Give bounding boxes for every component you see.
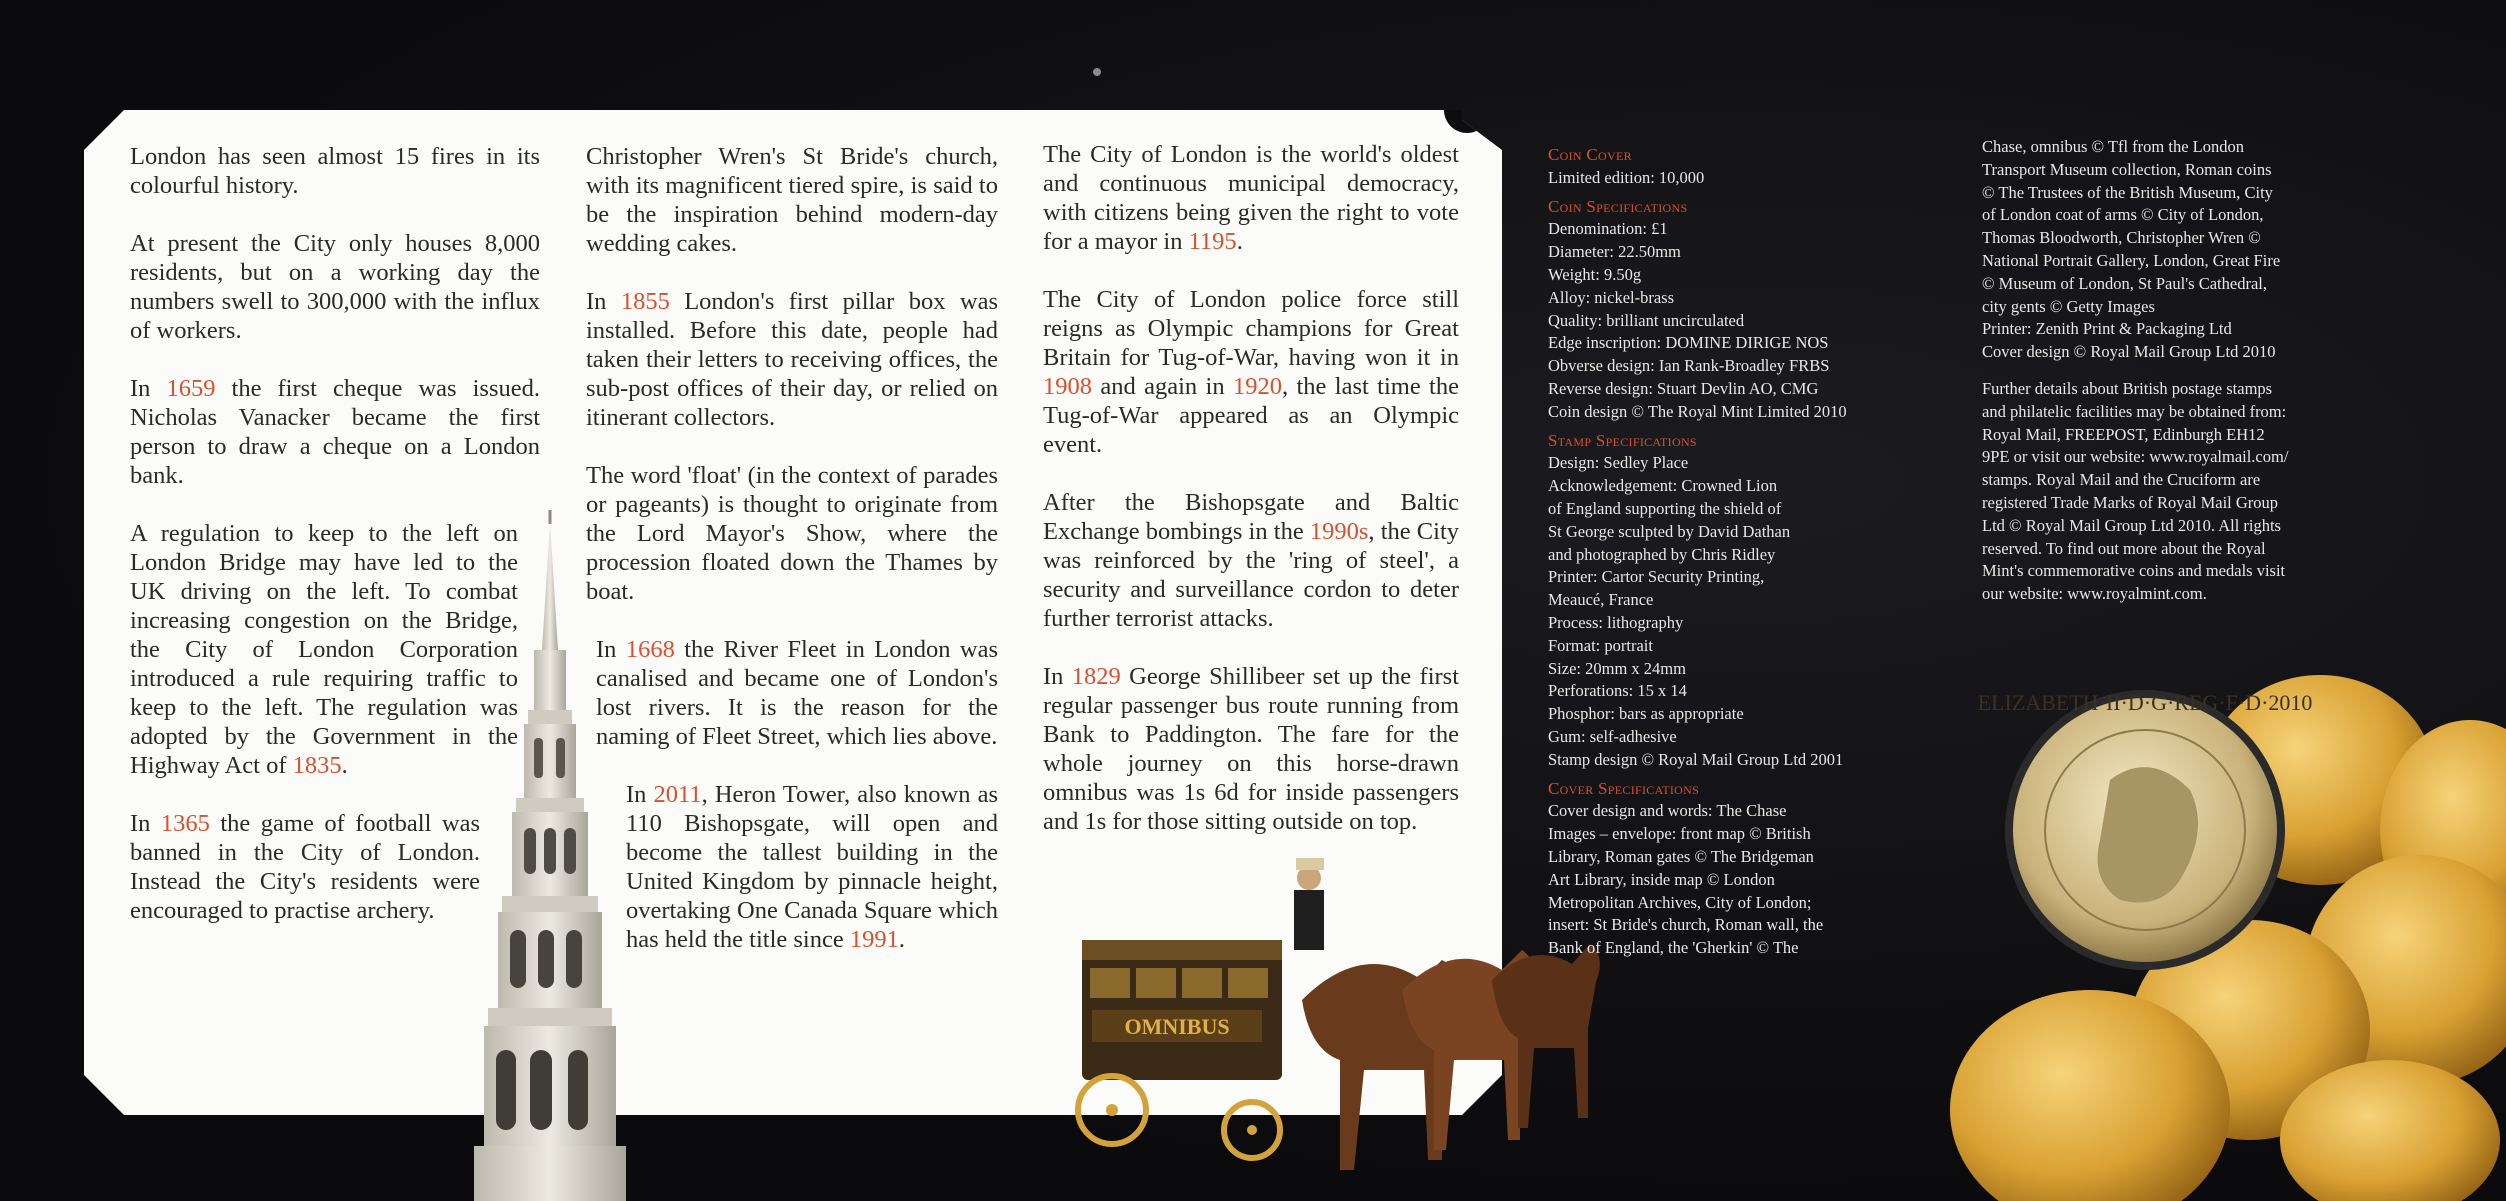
text: and again in xyxy=(1092,373,1233,400)
credit-line: Thomas Bloodworth, Christopher Wren © xyxy=(1982,228,2261,248)
text: , Heron Tower, also known as 110 Bishopsgate, will open and become the tallest building in the United Kingdom by pinnacle height, overtaking One Canada Square which has held the title since xyxy=(626,781,998,953)
spec-line: Art Library, inside map © London xyxy=(1548,869,1775,889)
text: . xyxy=(341,752,348,779)
text: the first cheque was issued. Nicholas Vanacker became the first person to draw a cheque on a London bank. xyxy=(130,375,540,489)
fact-pillar-box xyxy=(586,287,998,432)
detail-line: reserved. To find out more about the Royal xyxy=(1982,538,2266,558)
text: , the last time the Tug-of-War appeared as an Olympic event. xyxy=(1043,373,1459,458)
year-highlight: 1365 xyxy=(160,810,210,837)
spec-line: Size: 20mm x 24mm xyxy=(1548,658,1686,678)
fact-float: The word 'float' (in the context of parades or pageants) is thought to originate from the Lord Mayor's Show, where the procession floated down the Thames by boat. xyxy=(586,462,998,605)
decorative-dot xyxy=(1093,68,1101,76)
spec-line: Acknowledgement: Crowned Lion xyxy=(1548,476,1778,496)
detail-line: stamps. Royal Mail and the Cruciform are xyxy=(1982,470,2261,490)
year-highlight: 1829 xyxy=(1071,663,1121,690)
credit-line: © The Trustees of the British Museum, City xyxy=(1982,182,2273,202)
text: In xyxy=(130,375,167,402)
coin-inscription: ELIZABETH·II·D·G·REG·F·D·2010 xyxy=(1977,690,2313,715)
spec-line: Limited edition: 10,000 xyxy=(1548,167,1705,187)
spec-line: Obverse design: Ian Rank-Broadley FRBS xyxy=(1548,356,1830,376)
spec-line: Images – envelope: front map © British xyxy=(1548,824,1811,844)
stamp-spec-heading: Stamp Specifications xyxy=(1548,430,1697,450)
detail-line: Mint's commemorative coins and medals visit xyxy=(1982,561,2286,581)
credits-column xyxy=(1982,136,2392,620)
text: the game of football was banned in the City of London. Instead the City's residents were encouraged to practise archery. xyxy=(130,810,480,924)
detail-line: 9PE or visit our website: www.royalmail.com/ xyxy=(1982,447,2289,467)
fact-football xyxy=(130,809,480,925)
year-highlight: 1855 xyxy=(620,288,670,315)
credit-line: National Portrait Gallery, London, Great Fire xyxy=(1982,250,2281,270)
spec-line: insert: St Bride's church, Roman wall, the xyxy=(1548,915,1824,935)
spec-line: Quality: brilliant uncirculated xyxy=(1548,310,1745,330)
text: George Shillibeer set up the first regular passenger bus route running from Bank to Paddington. The fare for the whole journey on this horse-drawn omnibus was 1s 6d for inside passengers and 1s for those sitting outside on top. xyxy=(1043,663,1459,835)
specifications-column xyxy=(1548,138,1968,960)
text: In xyxy=(130,810,161,837)
text: London's first pillar box was installed. Before this date, people had taken their letters to receiving offices, the sub-post offices of their day, or relied on itinerant collectors. xyxy=(586,288,998,431)
coin-cover-heading: Coin Cover xyxy=(1548,145,1632,164)
text: , the City was reinforced by the 'ring of steel', a security and surveillance cordon to deter further terrorist attacks. xyxy=(1043,518,1460,632)
detail-line: registered Trade Marks of Royal Mail Group xyxy=(1982,492,2279,512)
credit-line: city gents © Getty Images xyxy=(1982,296,2155,316)
spec-line: Gum: self-adhesive xyxy=(1548,726,1677,746)
fact-tug-of-war xyxy=(1043,285,1459,459)
spec-line: of England supporting the shield of xyxy=(1548,498,1782,518)
credit-line: of London coat of arms © City of London, xyxy=(1982,205,2264,225)
spec-line: Design: Sedley Place xyxy=(1548,453,1689,473)
detail-line: Royal Mail, FREEPOST, Edinburgh EH12 xyxy=(1982,424,2265,444)
fact-st-brides: Christopher Wren's St Bride's church, with its magnificent tiered spire, is said to be the inspiration behind modern-day wedding cakes. xyxy=(586,143,998,257)
spec-line: and photographed by Chris Ridley xyxy=(1548,544,1776,564)
further-details xyxy=(1982,378,2392,606)
credit-line: Cover design © Royal Mail Group Ltd 2010 xyxy=(1982,342,2276,362)
text: The City of London is the world's oldest and continuous municipal democracy, with citizens being given the right to vote for a mayor in xyxy=(1043,141,1459,255)
year-highlight: 1991 xyxy=(849,926,899,953)
spec-line: Meaucé, France xyxy=(1548,590,1654,610)
fact-omnibus xyxy=(1043,662,1459,836)
spec-line: Phosphor: bars as appropriate xyxy=(1548,704,1744,724)
spec-line: Alloy: nickel-brass xyxy=(1548,287,1675,307)
gold-coins-image xyxy=(1950,670,2506,1201)
year-highlight: 1668 xyxy=(625,636,675,663)
credit-line: Printer: Zenith Print & Packaging Ltd xyxy=(1982,319,2232,339)
spec-line: Process: lithography xyxy=(1548,612,1684,632)
spec-line: Diameter: 22.50mm xyxy=(1548,242,1681,262)
spec-line: Denomination: £1 xyxy=(1548,219,1668,239)
year-highlight: 1920 xyxy=(1232,373,1282,400)
coin-spec-heading: Coin Specifications xyxy=(1548,196,1688,216)
spec-line: Printer: Cartor Security Printing, xyxy=(1548,567,1765,587)
text: In xyxy=(1043,663,1072,690)
year-highlight: 1835 xyxy=(292,752,342,779)
year-highlight: 1990s xyxy=(1309,518,1369,545)
spec-line: Metropolitan Archives, City of London; xyxy=(1548,892,1812,912)
year-highlight: 2011 xyxy=(653,781,702,808)
spec-line: Perforations: 15 x 14 xyxy=(1548,681,1687,701)
omnibus-sign: OMNIBUS xyxy=(1124,1014,1230,1039)
spec-line: Bank of England, the 'Gherkin' © The xyxy=(1548,938,1799,958)
text: A regulation to keep to the left on London Bridge may have led to the UK driving on the left. To combat increasing congestion on the Bridge, the City of London Corporation introduced a rule requiring traffic to keep to the left. The regulation was adopted by the Government in the Highway Act of xyxy=(130,520,518,779)
detail-line: and philatelic facilities may be obtained from: xyxy=(1982,401,2287,421)
detail-line: Further details about British postage stamps xyxy=(1982,378,2273,398)
credit-line: Transport Museum collection, Roman coins xyxy=(1982,159,2272,179)
text: In xyxy=(626,781,654,808)
fact-residents: At present the City only houses 8,000 residents, but on a working day the numbers swell to 300,000 with the influx of workers. xyxy=(130,230,540,344)
fact-democracy xyxy=(1043,140,1459,256)
text: the River Fleet in London was canalised and became one of London's lost rivers. It is the reason for the naming of Fleet Street, which lies above. xyxy=(596,636,998,750)
text: . xyxy=(1236,228,1243,255)
spec-line: Coin design © The Royal Mint Limited 2010 xyxy=(1548,401,1847,421)
st-brides-steeple-image xyxy=(470,510,680,1201)
cover-spec-heading: Cover Specifications xyxy=(1548,778,1700,798)
text: In xyxy=(596,636,626,663)
text: . xyxy=(898,926,905,953)
fact-london-bridge xyxy=(130,519,518,780)
fact-fires: London has seen almost 15 fires in its colourful history. xyxy=(130,143,540,199)
text: In xyxy=(586,288,621,315)
spec-line: Edge inscription: DOMINE DIRIGE NOS xyxy=(1548,333,1829,353)
fact-ring-of-steel xyxy=(1043,488,1459,633)
year-highlight: 1659 xyxy=(166,375,216,402)
text: The City of London police force still reigns as Olympic champions for Great Britain for Tug-of-War, having won it in xyxy=(1043,286,1459,371)
year-highlight: 1195 xyxy=(1188,228,1237,255)
spec-line: Stamp design © Royal Mail Group Ltd 2001 xyxy=(1548,749,1844,769)
text: After the Bishopsgate and Baltic Exchange bombings in the xyxy=(1043,489,1459,545)
spec-line: Format: portrait xyxy=(1548,635,1653,655)
year-highlight: 1908 xyxy=(1043,373,1092,400)
spec-line: St George sculpted by David Dathan xyxy=(1548,521,1791,541)
detail-line: our website: www.royalmint.com. xyxy=(1982,584,2207,604)
spec-line: Reverse design: Stuart Devlin AO, CMG xyxy=(1548,378,1819,398)
fact-cheque xyxy=(130,374,540,490)
spec-line: Library, Roman gates © The Bridgeman xyxy=(1548,846,1814,866)
spec-line: Cover design and words: The Chase xyxy=(1548,801,1787,821)
image-credits xyxy=(1982,136,2392,364)
facts-column-3 xyxy=(1043,140,1459,865)
credit-line: Chase, omnibus © Tfl from the London xyxy=(1982,137,2244,156)
horse-drawn-omnibus-image xyxy=(1072,850,1627,1201)
detail-line: Ltd © Royal Mail Group Ltd 2010. All rights xyxy=(1982,515,2281,535)
credit-line: © Museum of London, St Paul's Cathedral, xyxy=(1982,273,2267,293)
spec-line: Weight: 9.50g xyxy=(1548,264,1642,284)
